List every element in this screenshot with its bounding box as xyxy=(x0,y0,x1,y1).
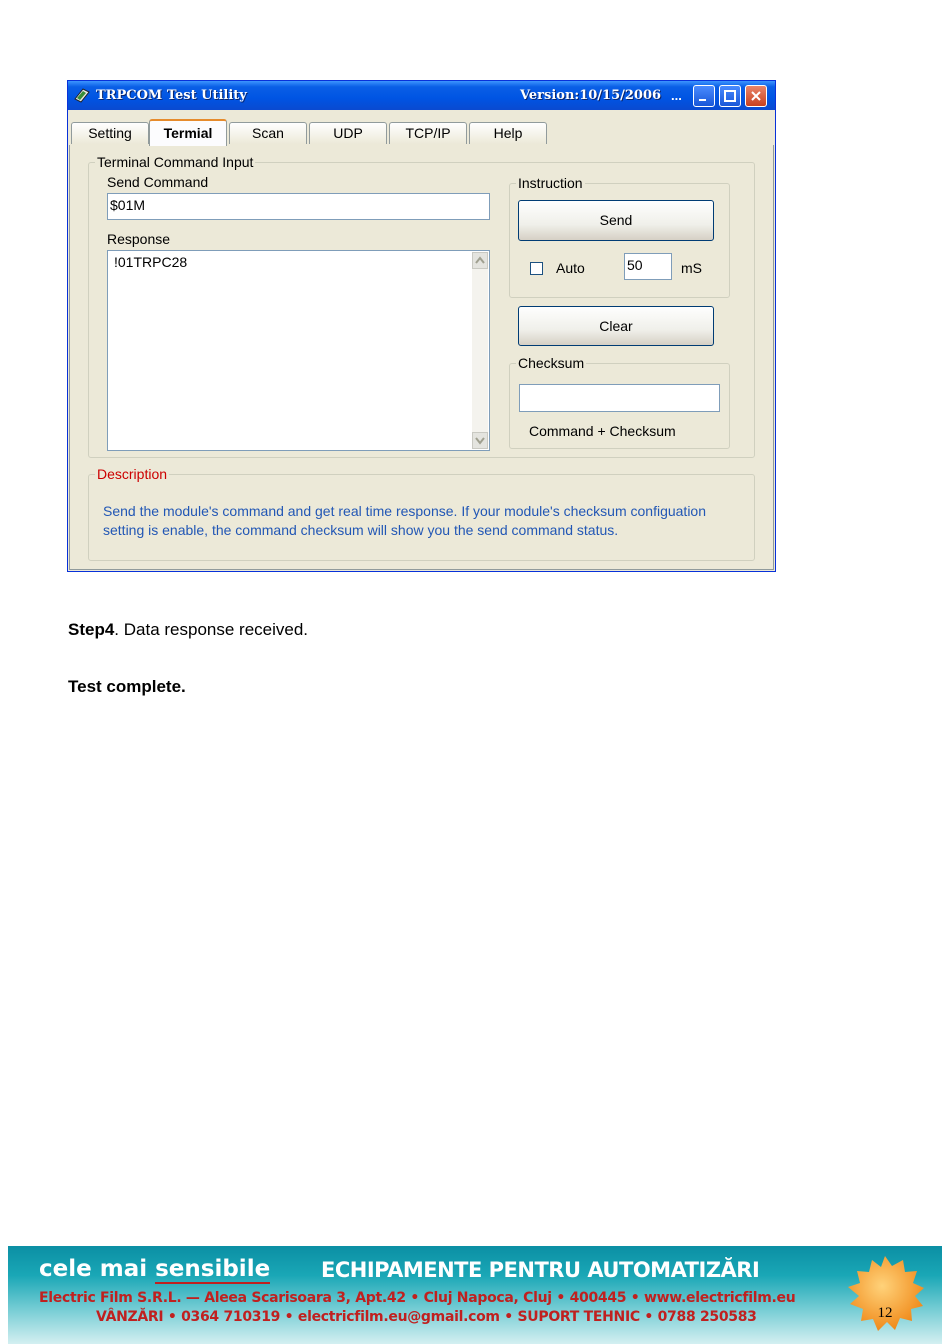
close-button[interactable] xyxy=(745,85,767,107)
response-scrollbar[interactable] xyxy=(472,252,488,449)
close-icon xyxy=(749,89,763,103)
interval-input[interactable]: 50 xyxy=(624,253,672,280)
terminal-panel xyxy=(69,145,774,570)
step-line xyxy=(68,620,308,640)
title-ellipsis: ... xyxy=(671,88,682,103)
step-label: Step4 xyxy=(68,620,115,639)
response-text: !01TRPC28 xyxy=(114,254,188,270)
footer-headline: ECHIPAMENTE PENTRU AUTOMATIZĂRI xyxy=(321,1258,760,1282)
clear-button[interactable]: Clear xyxy=(518,306,714,346)
tab-help[interactable]: Help xyxy=(469,122,547,144)
send-command-label: Send Command xyxy=(107,174,209,190)
scroll-up-button[interactable] xyxy=(472,252,488,269)
chevron-down-icon xyxy=(473,433,487,448)
instruction-legend: Instruction xyxy=(518,175,583,191)
send-command-input[interactable]: $01M xyxy=(107,193,490,220)
response-label: Response xyxy=(107,231,171,247)
interval-unit-label: mS xyxy=(681,260,702,276)
scroll-down-button[interactable] xyxy=(472,432,488,449)
footer-contact: VÂNZĂRI • 0364 710319 • electricfilm.eu@gmail.com • SUPORT TEHNIC • 0788 250583 xyxy=(96,1309,757,1325)
tab-bar xyxy=(69,119,774,146)
page-number: 12 xyxy=(877,1305,893,1321)
version-label: Version:10/15/2006 xyxy=(520,88,662,103)
response-textarea[interactable] xyxy=(107,250,490,451)
test-complete-text: Test complete. xyxy=(68,677,186,696)
app-icon xyxy=(73,87,91,103)
tab-tcpip[interactable]: TCP/IP xyxy=(389,122,467,144)
description-legend: Description xyxy=(97,466,168,482)
checksum-legend: Checksum xyxy=(518,355,585,371)
window-title: TRPCOM Test Utility xyxy=(96,88,247,103)
description-group xyxy=(88,466,755,561)
auto-checkbox[interactable] xyxy=(530,262,543,275)
auto-label: Auto xyxy=(556,260,585,276)
tab-setting[interactable]: Setting xyxy=(71,122,149,144)
minimize-icon xyxy=(697,89,711,103)
gear-icon xyxy=(844,1254,926,1336)
footer-address: Electric Film S.R.L. — Aleea Scarisoara 3, Apt.42 • Cluj Napoca, Cluj • 400445 • www.electricfilm.eu xyxy=(39,1290,796,1306)
chevron-up-icon xyxy=(473,253,487,268)
tab-scan[interactable]: Scan xyxy=(229,122,307,144)
maximize-icon xyxy=(723,89,737,103)
app-window xyxy=(67,80,776,572)
slogan xyxy=(39,1256,270,1282)
step-text: . Data response received. xyxy=(114,620,309,639)
checksum-input[interactable] xyxy=(519,384,720,412)
minimize-button[interactable] xyxy=(693,85,715,107)
maximize-button[interactable] xyxy=(719,85,741,107)
tab-terminal[interactable]: Termial xyxy=(149,119,227,146)
terminal-command-legend: Terminal Command Input xyxy=(97,154,254,170)
send-button[interactable]: Send xyxy=(518,200,714,241)
checksum-caption: Command + Checksum xyxy=(529,423,676,439)
title-bar[interactable] xyxy=(68,81,775,110)
slogan-prefix: cele mai xyxy=(39,1256,156,1282)
slogan-emphasis: sensibile xyxy=(155,1256,271,1282)
description-text: Send the module's command and get real time response. If your module's checksum configuation setting is enable, the command checksum will show you the send command status. xyxy=(103,503,707,538)
footer-banner xyxy=(8,1246,942,1344)
tab-udp[interactable]: UDP xyxy=(309,122,387,144)
